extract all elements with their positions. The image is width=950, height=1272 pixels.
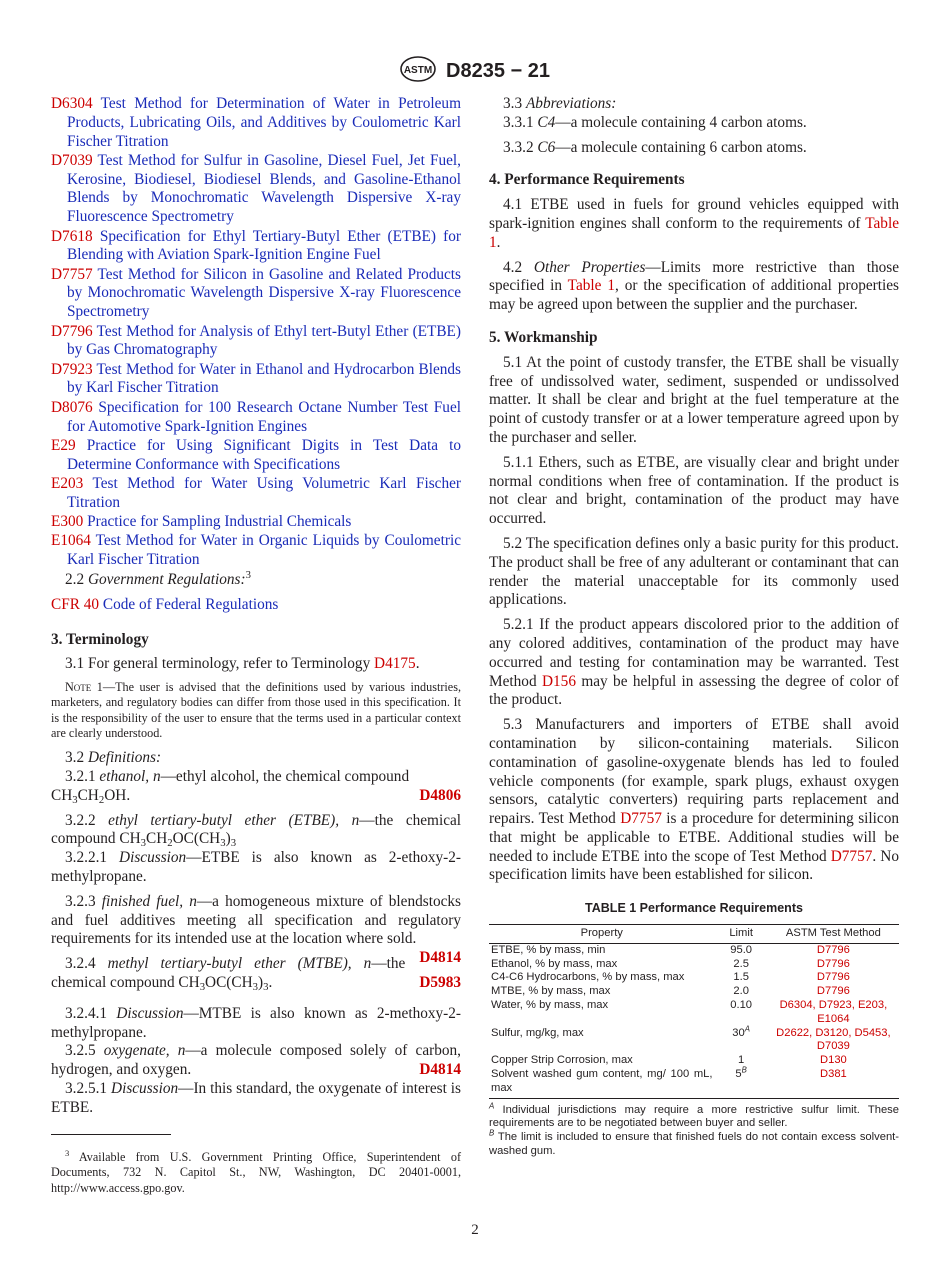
reference-list bbox=[51, 95, 461, 570]
cell-property: Sulfur, mg/kg, max bbox=[491, 1026, 584, 1039]
def-oxygenate: 3.2.5 oxygenate, n—a molecule composed solely of carbon, hydrogen, and oxygen. D4814 bbox=[51, 1042, 461, 1079]
cell-test-method-link[interactable]: D2622, D3120, D5453, D7039 bbox=[776, 1026, 891, 1053]
def-etbe: 3.2.2 ethyl tertiary-butyl ether (ETBE), n—the chemical compound $CH_3CH_2OC(CH_3)_3$ bbox=[51, 811, 462, 850]
cell-test-method-link[interactable]: D130 bbox=[820, 1054, 847, 1067]
cell-limit: $30^A$ bbox=[732, 1023, 750, 1039]
reference-title-link[interactable]: Test Method for Determination of Water in Petroleum Products, Lubricating Oils, and Additives by Coulometric Karl Fischer Titration bbox=[67, 95, 461, 150]
table-header-row bbox=[489, 925, 899, 944]
cfr-link[interactable]: CFR 40 bbox=[51, 595, 100, 613]
reference-item bbox=[51, 399, 461, 437]
reference-title-link[interactable]: Specification for 100 Research Octane Number Test Fuel for Automotive Spark-Ignition Engines bbox=[67, 398, 461, 435]
table-row bbox=[489, 1027, 899, 1055]
cell-property: Ethanol, % by mass, max bbox=[491, 957, 618, 970]
note-1: Note 1—The user is advised that the definitions used by various industries, marketers, and regulatory bodies can differ from those used in this specification. It is the responsibility of the user to ensure that the terms used in a particular context are clearly understood. bbox=[51, 680, 461, 740]
cell-property: Copper Strip Corrosion, max bbox=[491, 1054, 633, 1067]
reference-item bbox=[51, 228, 461, 266]
reference-title-link[interactable]: Test Method for Sulfur in Gasoline, Diesel Fuel, Jet Fuel, Kerosine, Biodiesel, Biodiesel Blends, and Gasoline-Ethanol Blends by Monochromatic Wavelength Dispersive X-ray Fluorescence Spectrometry bbox=[67, 151, 461, 226]
reference-item bbox=[51, 323, 461, 361]
cell-test-method-link[interactable]: D7796 bbox=[816, 943, 850, 956]
std-ref-d4814-b[interactable]: D4814 bbox=[419, 1061, 461, 1079]
cell-limit: 0.10 bbox=[730, 999, 753, 1012]
link-d7757-b[interactable]: D7757 bbox=[830, 847, 873, 865]
page-number: 2 bbox=[471, 1222, 479, 1238]
para-5-3: 5.3 Manufacturers and importers of ETBE shall avoid contamination by silicon-containing materials. Silicon contamination of gasoline-oxygenate blends has led to fouled vehicle components (for example, spark plugs, exhaust oxygen sensors, catalytic converters) requiring parts replacement and repairs. Test Method D7757 is a procedure for determining silicon that might be applicable to ETBE. Additional studies will be needed to include ETBE into the scope of Test Method D7757. No specification limits have been established for silicon. bbox=[489, 716, 899, 884]
table-footnote-b: $^B$ The limit is included to ensure that finished fuels do not contain excess solvent-washed gum. bbox=[489, 1128, 900, 1158]
reference-item bbox=[51, 95, 461, 151]
table-row bbox=[489, 999, 899, 1027]
para-5-2: 5.2 The specification defines only a basic purity for this product. The product shall be free of any adulterant or contaminant that can render the material unacceptable for its commonly used applications. bbox=[489, 534, 899, 609]
section-heading-workmanship: 5. Workmanship bbox=[489, 328, 598, 346]
table-row bbox=[489, 1068, 899, 1098]
performance-table bbox=[489, 924, 899, 1099]
abbr-c6: 3.3.2 C6—a molecule containing 6 carbon atoms. bbox=[503, 138, 807, 156]
table-row bbox=[489, 1054, 899, 1068]
page-header bbox=[0, 56, 950, 87]
section-heading-terminology: 3. Terminology bbox=[51, 630, 149, 648]
cell-limit: 2.5 bbox=[733, 957, 749, 970]
table-footnote-a: $^A$ Individual jurisdictions may require a more restrictive sulfur limit. These requirements are to be negotiated between buyer and seller. bbox=[489, 1100, 899, 1130]
reference-item bbox=[51, 437, 461, 475]
left-column bbox=[51, 95, 461, 1124]
def-finished-fuel: 3.2.3 finished fuel, n—a homogeneous mixture of blendstocks and fuel additives meeting all specification and regulatory requirements for its intended use at the location where sold. D4814 bbox=[51, 892, 462, 967]
col-header-method: ASTM Test Method bbox=[768, 925, 899, 944]
cell-property: C4-C6 Hydrocarbons, % by mass, max bbox=[491, 971, 685, 984]
reference-title-link[interactable]: Practice for Using Significant Digits in Test Data to Determine Conformance with Specifications bbox=[67, 436, 461, 473]
std-ref-d5983[interactable]: D5983 bbox=[419, 974, 461, 992]
std-ref-d4806[interactable]: D4806 bbox=[419, 786, 461, 804]
cell-test-method-link[interactable]: D7796 bbox=[816, 957, 850, 970]
gov-regs-line: 2.2 Government Regulations:$^3$ bbox=[65, 568, 251, 588]
astm-logo-icon bbox=[400, 56, 436, 87]
reference-code-link[interactable]: E300 bbox=[51, 513, 84, 531]
col-header-property: Property bbox=[489, 925, 715, 944]
std-ref-d4814-a[interactable]: D4814 bbox=[419, 949, 461, 967]
cell-limit: 95.0 bbox=[730, 943, 753, 956]
para-4-1: 4.1 ETBE used in fuels for ground vehicles equipped with spark-ignition engines shall conform to the requirements of Table 1. bbox=[489, 196, 899, 251]
reference-item bbox=[51, 475, 461, 513]
reference-item bbox=[51, 361, 461, 399]
cell-property: MTBE, % by mass, max bbox=[491, 985, 611, 998]
reference-title-link[interactable]: Specification for Ethyl Tertiary-Butyl Ether (ETBE) for Blending with Aviation Spark-Ignition Engine Fuel bbox=[67, 227, 461, 264]
cell-property: ETBE, % by mass, min bbox=[491, 943, 606, 956]
reference-code-link[interactable]: E203 bbox=[51, 474, 84, 492]
reference-title-link[interactable]: Test Method for Analysis of Ethyl tert-Butyl Ether (ETBE) by Gas Chromatography bbox=[67, 322, 461, 359]
cell-limit: $5^B$ bbox=[715, 1068, 768, 1098]
para-4-2: 4.2 Other Properties—Limits more restrictive than those specified in Table 1, or the specification of additional properties may be agreed upon between the supplier and the purchaser. bbox=[489, 258, 899, 314]
reference-item bbox=[51, 513, 461, 532]
reference-code-link[interactable]: E1064 bbox=[51, 532, 91, 550]
para-3-2: 3.2 Definitions: bbox=[65, 749, 162, 767]
cell-test-method-link[interactable]: D6304, D7923, E203, E1064 bbox=[779, 999, 888, 1025]
def-etbe-discussion: 3.2.2.1 Discussion—ETBE is also known as 2-ethoxy-2-methylpropane. bbox=[51, 849, 461, 886]
cell-limit: 2.0 bbox=[733, 985, 749, 998]
astm-logo-text: ASTM bbox=[403, 65, 433, 76]
reference-item bbox=[51, 532, 461, 570]
para-3-3: 3.3 Abbreviations: bbox=[503, 95, 617, 112]
reference-item bbox=[51, 152, 461, 227]
reference-code-link[interactable]: D8076 bbox=[51, 398, 93, 416]
cell-property: Solvent washed gum content, mg/ 100 mL, max bbox=[489, 1068, 715, 1098]
link-d4175[interactable]: D4175 bbox=[374, 655, 416, 673]
cell-property: Water, % by mass, max bbox=[491, 999, 609, 1012]
reference-title-link[interactable]: Practice for Sampling Industrial Chemicals bbox=[87, 513, 352, 531]
para-3-1: 3.1 For general terminology, refer to Terminology D4175. bbox=[65, 655, 420, 673]
cell-test-method-link[interactable]: D7796 bbox=[816, 985, 850, 998]
reference-code-link[interactable]: D7923 bbox=[51, 360, 93, 378]
reference-code-link[interactable]: D7618 bbox=[51, 227, 93, 245]
table-row bbox=[489, 985, 899, 999]
para-5-2-1: 5.2.1 If the product appears discolored prior to the addition of any colored additives, contamination of the product may have occurred and testing for contamination may be warranted. Test Method D156 may be helpful in assessing the degree of color of the product. bbox=[489, 616, 899, 709]
reference-title-link[interactable]: Test Method for Silicon in Gasoline and Related Products by Monochromatic Wavelength Dispersive X-ray Fluorescence Spectrometry bbox=[67, 265, 461, 321]
link-d156[interactable]: D156 bbox=[541, 672, 576, 690]
col-header-limit: Limit bbox=[715, 925, 768, 944]
reference-item bbox=[51, 266, 461, 322]
cell-test-method-link[interactable]: D381 bbox=[768, 1068, 899, 1098]
reference-code-link[interactable]: E29 bbox=[51, 436, 76, 454]
para-5-1-1: 5.1.1 Ethers, such as ETBE, are visually clear and bright under normal conditions when free of contamination. If the product is not clear and bright, contamination of the product may have occurred. bbox=[489, 453, 899, 528]
cell-test-method-link[interactable]: D7796 bbox=[816, 971, 850, 984]
table-row bbox=[489, 958, 899, 972]
cfr-title[interactable]: Code of Federal Regulations bbox=[102, 595, 279, 613]
link-table-1-b[interactable]: Table 1 bbox=[567, 277, 615, 295]
link-table-1-a[interactable]: Table 1 bbox=[489, 214, 899, 251]
reference-title-link[interactable]: Test Method for Water in Ethanol and Hydrocarbon Blends by Karl Fischer Titration bbox=[67, 360, 461, 397]
cfr-reference bbox=[51, 596, 461, 615]
cell-limit: 1 bbox=[738, 1054, 745, 1067]
footnote-rule bbox=[51, 1134, 171, 1135]
reference-title-link[interactable]: Test Method for Water Using Volumetric Karl Fischer Titration bbox=[67, 474, 461, 511]
table-row bbox=[489, 943, 899, 957]
footnote-3: $^3$ Available from U.S. Government Printing Office, Superintendent of Documents, 732 N. Capitol St., NW, Washington, DC 20401-0001, http://www.access.gpo.gov. bbox=[51, 1147, 461, 1195]
def-oxygenate-discussion: 3.2.5.1 Discussion—In this standard, the oxygenate of interest is ETBE. bbox=[51, 1080, 461, 1116]
reference-code-link[interactable]: D7039 bbox=[51, 151, 93, 169]
reference-code-link[interactable]: D7757 bbox=[51, 265, 93, 283]
def-mtbe-discussion: 3.2.4.1 Discussion—MTBE is also known as 2-methoxy-2-methylpropane. bbox=[51, 1004, 462, 1041]
section-heading-performance: 4. Performance Requirements bbox=[489, 171, 685, 189]
reference-code-link[interactable]: D6304 bbox=[51, 95, 93, 112]
para-5-1: 5.1 At the point of custody transfer, the ETBE shall be visually free of undissolved water, sediment, suspended or undissolved matter. It shall be clear and bright at the fuel temperature at the point of custody transfer or at a lower temperature agreed upon by the purchaser and seller. bbox=[489, 353, 899, 446]
reference-code-link[interactable]: D7796 bbox=[51, 322, 93, 340]
def-mtbe: 3.2.4 methyl tertiary-butyl ether (MTBE), n—the chemical compound $CH_3OC(CH_3)_3$. D5983 bbox=[51, 955, 461, 994]
def-ethanol: 3.2.1 ethanol, n—ethyl alcohol, the chemical compound $CH_3CH_2OH$. D4806 bbox=[51, 768, 461, 806]
abbr-c4: 3.3.1 C4—a molecule containing 4 carbon atoms. bbox=[503, 113, 807, 131]
reference-title-link[interactable]: Test Method for Water in Organic Liquids by Coulometric Karl Fischer Titration bbox=[67, 532, 461, 569]
table-1-title: TABLE 1 Performance Requirements bbox=[585, 901, 803, 916]
document-id: D8235 − 21 bbox=[446, 60, 550, 82]
table-row bbox=[489, 971, 899, 985]
cell-limit: 1.5 bbox=[733, 971, 749, 984]
link-d7757-a[interactable]: D7757 bbox=[620, 810, 662, 828]
right-column bbox=[489, 95, 899, 1159]
